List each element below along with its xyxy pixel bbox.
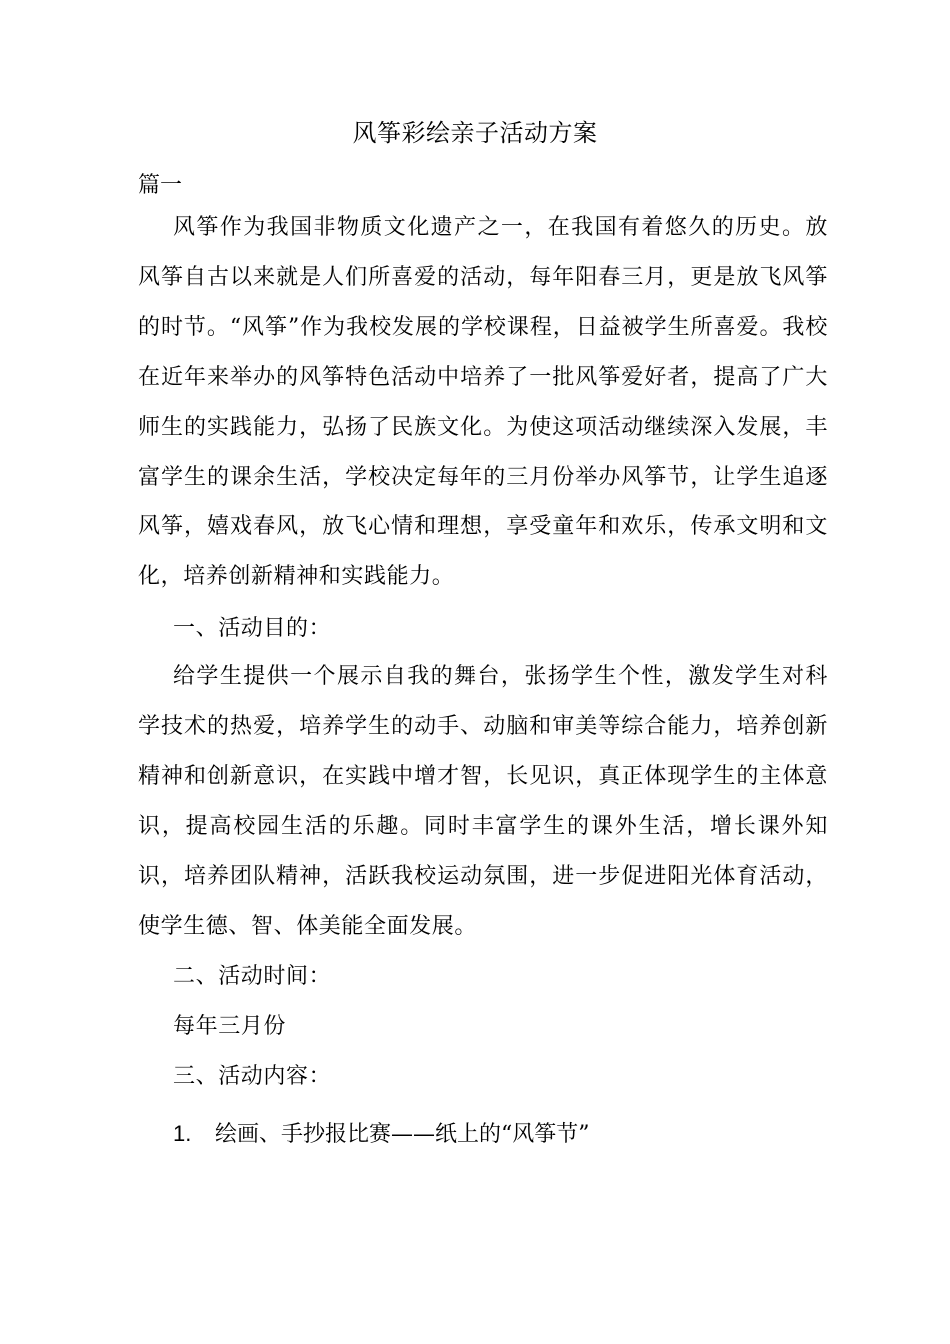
heading-time: 二、活动时间： bbox=[173, 964, 332, 989]
purpose-paragraph: 给学生提供一个展示自我的舞台，张扬学生个性，激发学生对科学技术的热爱，培养学生的动手、动脑和审美等综合能力，培养创新精神和创新意识，在实践中增才智，长见识，真正体现学生的主体意识，提高校园生活的乐趣。同时丰富学生的课外生活，增长课外知识，培养团队精神，活跃我校运动氛围，进一步促进阳光体育活动，使学生德、智、体美能全面发展。 bbox=[138, 664, 828, 939]
list-item-text: 绘画、手抄报比赛——纸上的“风筝节” bbox=[215, 1122, 590, 1147]
heading-content: 三、活动内容： bbox=[173, 1064, 332, 1089]
section-label: 篇一 bbox=[138, 173, 183, 198]
list-item-number: 1. bbox=[173, 1121, 192, 1146]
heading-purpose: 一、活动目的： bbox=[173, 616, 332, 641]
time-paragraph: 每年三月份 bbox=[173, 1014, 287, 1039]
intro-paragraph: 风筝作为我国非物质文化遗产之一，在我国有着悠久的历史。放风筝自古以来就是人们所喜爱的活动，每年阳春三月，更是放飞风筝的时节。“风筝”作为我校发展的学校课程，日益被学生所喜爱。我校在近年来举办的风筝特色活动中培养了一批风筝爱好者，提高了广大师生的实践能力，弘扬了民族文化。为使这项活动继续深入发展，丰富学生的课余生活，学校决定每年的三月份举办风筝节，让学生追逐风筝，嬉戏春风，放飞心情和理想，享受童年和欢乐，传承文明和文化，培养创新精神和实践能力。 bbox=[138, 215, 828, 590]
list-item bbox=[173, 1114, 590, 1155]
document-title: 风筝彩绘亲子活动方案 bbox=[352, 119, 598, 147]
